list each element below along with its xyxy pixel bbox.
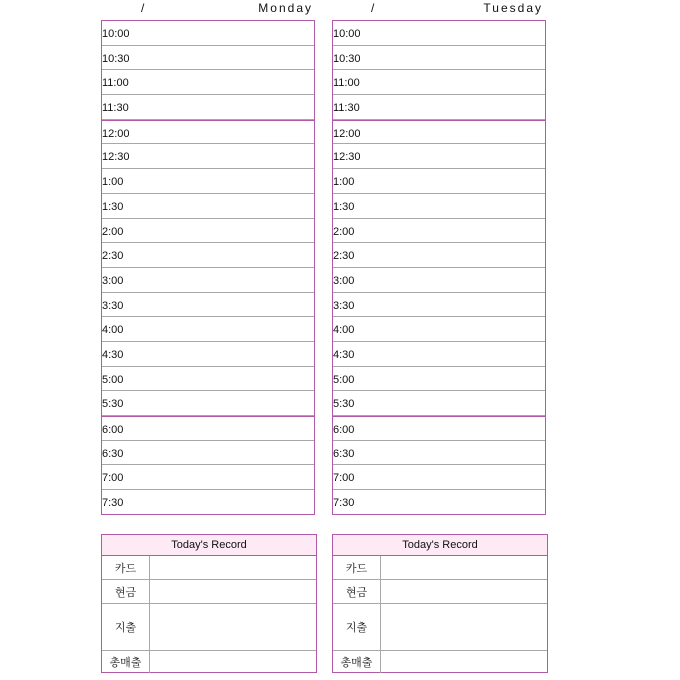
time-slot[interactable]: 11:00 bbox=[102, 70, 314, 95]
time-slot[interactable]: 10:30 bbox=[102, 46, 314, 71]
date-slash: / bbox=[371, 1, 375, 15]
time-slot[interactable]: 6:30 bbox=[102, 441, 314, 466]
record-label: 카드 bbox=[102, 556, 150, 579]
time-slot[interactable]: 4:00 bbox=[102, 317, 314, 342]
time-slot[interactable]: 5:30 bbox=[102, 391, 314, 416]
date-slash: / bbox=[141, 1, 145, 15]
monday-header bbox=[101, 0, 313, 18]
tuesday-schedule bbox=[332, 20, 546, 515]
time-slot[interactable]: 10:00 bbox=[333, 21, 545, 46]
time-slot[interactable]: 5:00 bbox=[102, 367, 314, 392]
time-slot[interactable]: 6:30 bbox=[333, 441, 545, 466]
record-title: Today's Record bbox=[333, 535, 547, 556]
record-label: 총매출 bbox=[102, 651, 150, 673]
time-slot[interactable]: 6:00 bbox=[333, 416, 545, 441]
time-slot[interactable]: 6:00 bbox=[102, 416, 314, 441]
time-slot[interactable]: 12:00 bbox=[333, 120, 545, 145]
record-row-total-sales bbox=[333, 651, 547, 673]
record-value-field[interactable] bbox=[381, 604, 547, 650]
time-slot[interactable]: 12:00 bbox=[102, 120, 314, 145]
time-slot[interactable]: 7:30 bbox=[333, 497, 355, 510]
time-slot[interactable]: 2:00 bbox=[102, 219, 314, 244]
record-label: 현금 bbox=[102, 580, 150, 603]
time-slot[interactable]: 11:30 bbox=[333, 95, 545, 120]
record-value-field[interactable] bbox=[150, 556, 316, 579]
record-row-card bbox=[102, 556, 316, 580]
record-label: 총매출 bbox=[333, 651, 381, 673]
record-value-field[interactable] bbox=[150, 604, 316, 650]
time-slot[interactable]: 12:30 bbox=[333, 144, 545, 169]
day-name: Monday bbox=[258, 1, 313, 15]
time-slot[interactable]: 3:30 bbox=[102, 293, 314, 318]
time-slot[interactable]: 4:00 bbox=[333, 317, 545, 342]
record-row-cash bbox=[102, 580, 316, 604]
time-slot[interactable]: 11:30 bbox=[102, 95, 314, 120]
record-row-expense bbox=[333, 604, 547, 651]
record-value-field[interactable] bbox=[381, 651, 547, 673]
record-label: 카드 bbox=[333, 556, 381, 579]
time-slot[interactable]: 5:00 bbox=[333, 367, 545, 392]
time-slot[interactable]: 7:00 bbox=[333, 465, 545, 490]
record-row-cash bbox=[333, 580, 547, 604]
tuesday-record bbox=[332, 534, 548, 673]
record-row-total-sales bbox=[102, 651, 316, 673]
record-value-field[interactable] bbox=[381, 556, 547, 579]
time-slot[interactable]: 7:30 bbox=[102, 497, 124, 510]
record-value-field[interactable] bbox=[381, 580, 547, 603]
time-slot[interactable]: 1:30 bbox=[333, 194, 545, 219]
time-slot[interactable]: 11:00 bbox=[333, 70, 545, 95]
time-slot[interactable]: 12:30 bbox=[102, 144, 314, 169]
record-label: 현금 bbox=[333, 580, 381, 603]
time-slot[interactable]: 4:30 bbox=[102, 342, 314, 367]
record-label: 지출 bbox=[102, 604, 150, 650]
time-slot[interactable]: 3:30 bbox=[333, 293, 545, 318]
time-slot[interactable]: 2:00 bbox=[333, 219, 545, 244]
record-value-field[interactable] bbox=[150, 580, 316, 603]
monday-schedule bbox=[101, 20, 315, 515]
tuesday-header bbox=[333, 0, 543, 18]
time-slot[interactable]: 3:00 bbox=[333, 268, 545, 293]
record-value-field[interactable] bbox=[150, 651, 316, 673]
record-title: Today's Record bbox=[102, 535, 316, 556]
day-name: Tuesday bbox=[483, 1, 543, 15]
time-slot[interactable]: 7:00 bbox=[102, 465, 314, 490]
time-slot[interactable]: 1:30 bbox=[102, 194, 314, 219]
record-row-card bbox=[333, 556, 547, 580]
time-slot[interactable]: 10:00 bbox=[102, 21, 314, 46]
monday-record bbox=[101, 534, 317, 673]
time-slot[interactable]: 5:30 bbox=[333, 391, 545, 416]
time-slot[interactable]: 1:00 bbox=[333, 169, 545, 194]
time-slot[interactable]: 1:00 bbox=[102, 169, 314, 194]
record-row-expense bbox=[102, 604, 316, 651]
time-slot[interactable]: 2:30 bbox=[333, 243, 545, 268]
time-slot[interactable]: 2:30 bbox=[102, 243, 314, 268]
time-slot[interactable]: 4:30 bbox=[333, 342, 545, 367]
time-slot[interactable]: 3:00 bbox=[102, 268, 314, 293]
record-label: 지출 bbox=[333, 604, 381, 650]
time-slot[interactable]: 10:30 bbox=[333, 46, 545, 71]
